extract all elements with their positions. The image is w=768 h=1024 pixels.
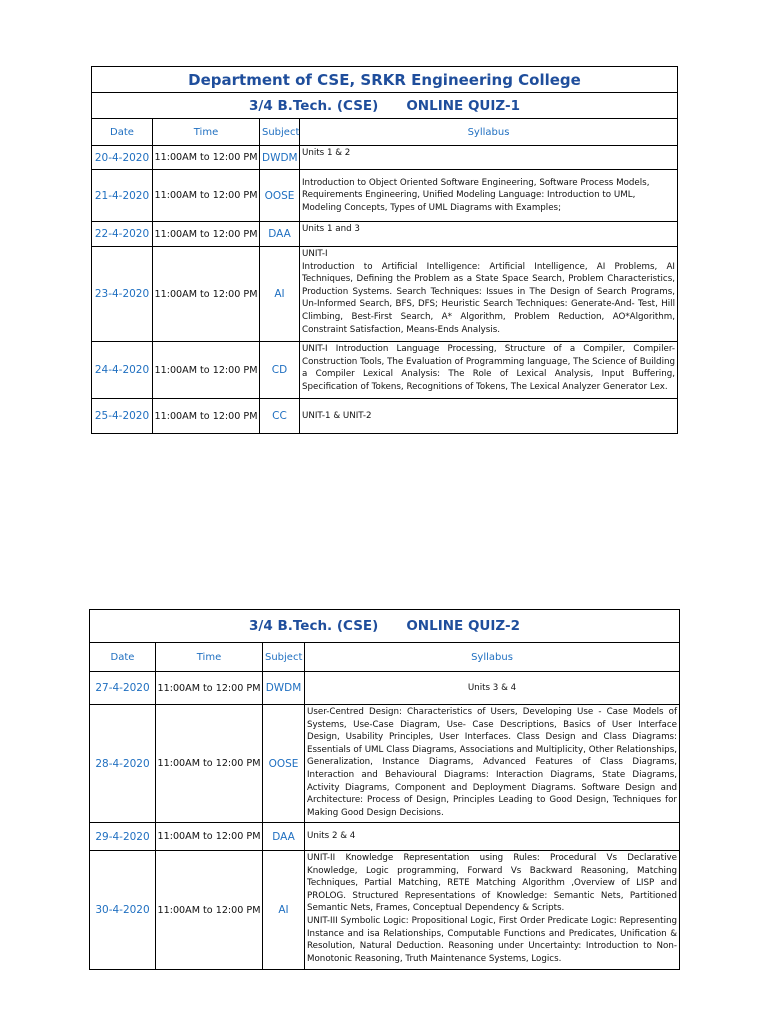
table-row bbox=[92, 247, 678, 342]
row-subject: DWDM bbox=[263, 672, 305, 705]
quiz2-name: ONLINE QUIZ-2 bbox=[406, 618, 520, 634]
row-date: 20-4-2020 bbox=[92, 146, 153, 170]
row-time: 11:00AM to 12:00 PM bbox=[153, 146, 260, 170]
quiz2-title-row bbox=[90, 610, 680, 643]
quiz2-title bbox=[90, 610, 680, 643]
row-subject: OOSE bbox=[263, 705, 305, 823]
row-date: 24-4-2020 bbox=[92, 342, 153, 399]
row-time: 11:00AM to 12:00 PM bbox=[153, 342, 260, 399]
row-time: 11:00AM to 12:00 PM bbox=[156, 705, 263, 823]
row-subject: DAA bbox=[260, 222, 300, 247]
header-subject: Subject bbox=[260, 119, 300, 146]
header-date: Date bbox=[92, 119, 153, 146]
row-syllabus: Introduction to Object Oriented Software Engineering, Software Process Models, Requirements Engineering, Unified Modeling Language: Introduction to UML, Modeling Concepts, Types of UML Diagrams with Examples; bbox=[300, 170, 678, 222]
quiz1-title bbox=[92, 93, 678, 119]
row-subject: OOSE bbox=[260, 170, 300, 222]
row-time: 11:00AM to 12:00 PM bbox=[156, 823, 263, 851]
row-subject: AI bbox=[263, 851, 305, 970]
row-date: 22-4-2020 bbox=[92, 222, 153, 247]
department-title: Department of CSE, SRKR Engineering College bbox=[92, 67, 678, 93]
quiz1-table bbox=[91, 66, 678, 434]
row-syllabus: Units 1 and 3 bbox=[300, 222, 678, 247]
table-row bbox=[92, 222, 678, 247]
header-time: Time bbox=[153, 119, 260, 146]
table-row bbox=[92, 146, 678, 170]
row-time: 11:00AM to 12:00 PM bbox=[153, 222, 260, 247]
table-row bbox=[90, 851, 680, 970]
table-row bbox=[92, 170, 678, 222]
row-date: 30-4-2020 bbox=[90, 851, 156, 970]
row-syllabus: UNIT-I Introduction Language Processing, Structure of a Compiler, Compiler-Construction Tools, The Evaluation of Programming language, The Science of Building a Compiler Lexical Analysis: The Role of Lexical Analysis, Input Buffering, Specification of Tokens, Recognitions of Tokens, The Lexical Analyzer Generator Lex. bbox=[300, 342, 678, 399]
row-subject: CD bbox=[260, 342, 300, 399]
row-time: 11:00AM to 12:00 PM bbox=[156, 672, 263, 705]
table-row bbox=[90, 823, 680, 851]
header-syllabus: Syllabus bbox=[300, 119, 678, 146]
row-subject: DWDM bbox=[260, 146, 300, 170]
row-date: 27-4-2020 bbox=[90, 672, 156, 705]
quiz1-department-row bbox=[92, 67, 678, 93]
row-syllabus: UNIT-II Knowledge Representation using Rules: Procedural Vs Declarative Knowledge, Logic programming, Forward Vs Backward Reasoning, Matching Techniques, Partial Matching, RETE Matching Algorithm ,Overview of LISP and PROLOG. Structured Representations of Knowledge: Semantic Nets, Partitioned Semantic Nets, Frames, Conceptual Dependency & Scripts. UNIT-III Symbolic Logic: Propositional Logic, First Order Predicate Logic: Representing Instance and isa Relationships, Computable Functions and Predicates, Unification & Resolution, Natural Deduction. Reasoning under Uncertainty: Introduction to Non-Monotonic Reasoning, Truth Maintenance Systems, Logics. bbox=[305, 851, 680, 970]
row-date: 23-4-2020 bbox=[92, 247, 153, 342]
row-syllabus: Units 3 & 4 bbox=[305, 672, 680, 705]
row-time: 11:00AM to 12:00 PM bbox=[153, 399, 260, 434]
row-date: 28-4-2020 bbox=[90, 705, 156, 823]
quiz2-table bbox=[89, 609, 680, 970]
row-syllabus: UNIT-I Introduction to Artificial Intelligence: Artificial Intelligence, AI Problems, AI Techniques, Defining the Problem as a State Space Search, Problem Characteristics, Production Systems. Search Techniques: Issues in The Design of Search Programs, Un-Informed Search, BFS, DFS; Heuristic Search Techniques: Generate-And- Test, Hill Climbing, Best-First Search, A* Algorithm, Problem Reduction, AO*Algorithm, Constraint Satisfaction, Means-Ends Analysis. bbox=[300, 247, 678, 342]
row-time: 11:00AM to 12:00 PM bbox=[153, 247, 260, 342]
row-subject: AI bbox=[260, 247, 300, 342]
header-syllabus: Syllabus bbox=[305, 643, 680, 672]
row-syllabus: Units 2 & 4 bbox=[305, 823, 680, 851]
header-date: Date bbox=[90, 643, 156, 672]
table-row bbox=[92, 399, 678, 434]
table-row bbox=[90, 705, 680, 823]
row-syllabus: Units 1 & 2 bbox=[300, 146, 678, 170]
table-row bbox=[90, 672, 680, 705]
row-date: 29-4-2020 bbox=[90, 823, 156, 851]
row-time: 11:00AM to 12:00 PM bbox=[156, 851, 263, 970]
quiz1-header-row bbox=[92, 119, 678, 146]
header-subject: Subject bbox=[263, 643, 305, 672]
row-date: 25-4-2020 bbox=[92, 399, 153, 434]
quiz2-header-row bbox=[90, 643, 680, 672]
quiz1-title-row bbox=[92, 93, 678, 119]
quiz1-name: ONLINE QUIZ-1 bbox=[406, 97, 520, 114]
row-syllabus: User-Centred Design: Characteristics of Users, Developing Use - Case Models of Systems, Use-Case Diagram, Use- Case Descriptions, Basics of User Interface Design, Usability Principles, User Interfaces. Class Design and Class Diagrams: Essentials of UML Class Diagrams, Associations and Multiplicity, Other Relationships, Generalization, Instance Diagrams, Advanced Features of Class Diagrams, Interaction and Behavioural Diagrams: Interaction Diagrams, State Diagrams, Activity Diagrams, Component and Deployment Diagrams. Software Design and Architecture: Process of Design, Principles Leading to Good Design, Techniques for Making Good Design Decisions. bbox=[305, 705, 680, 823]
row-subject: DAA bbox=[263, 823, 305, 851]
table-row bbox=[92, 342, 678, 399]
quiz2-course: 3/4 B.Tech. (CSE) bbox=[249, 618, 379, 634]
row-date: 21-4-2020 bbox=[92, 170, 153, 222]
row-time: 11:00AM to 12:00 PM bbox=[153, 170, 260, 222]
header-time: Time bbox=[156, 643, 263, 672]
row-syllabus: UNIT-1 & UNIT-2 bbox=[300, 399, 678, 434]
quiz1-course: 3/4 B.Tech. (CSE) bbox=[249, 97, 379, 114]
row-subject: CC bbox=[260, 399, 300, 434]
